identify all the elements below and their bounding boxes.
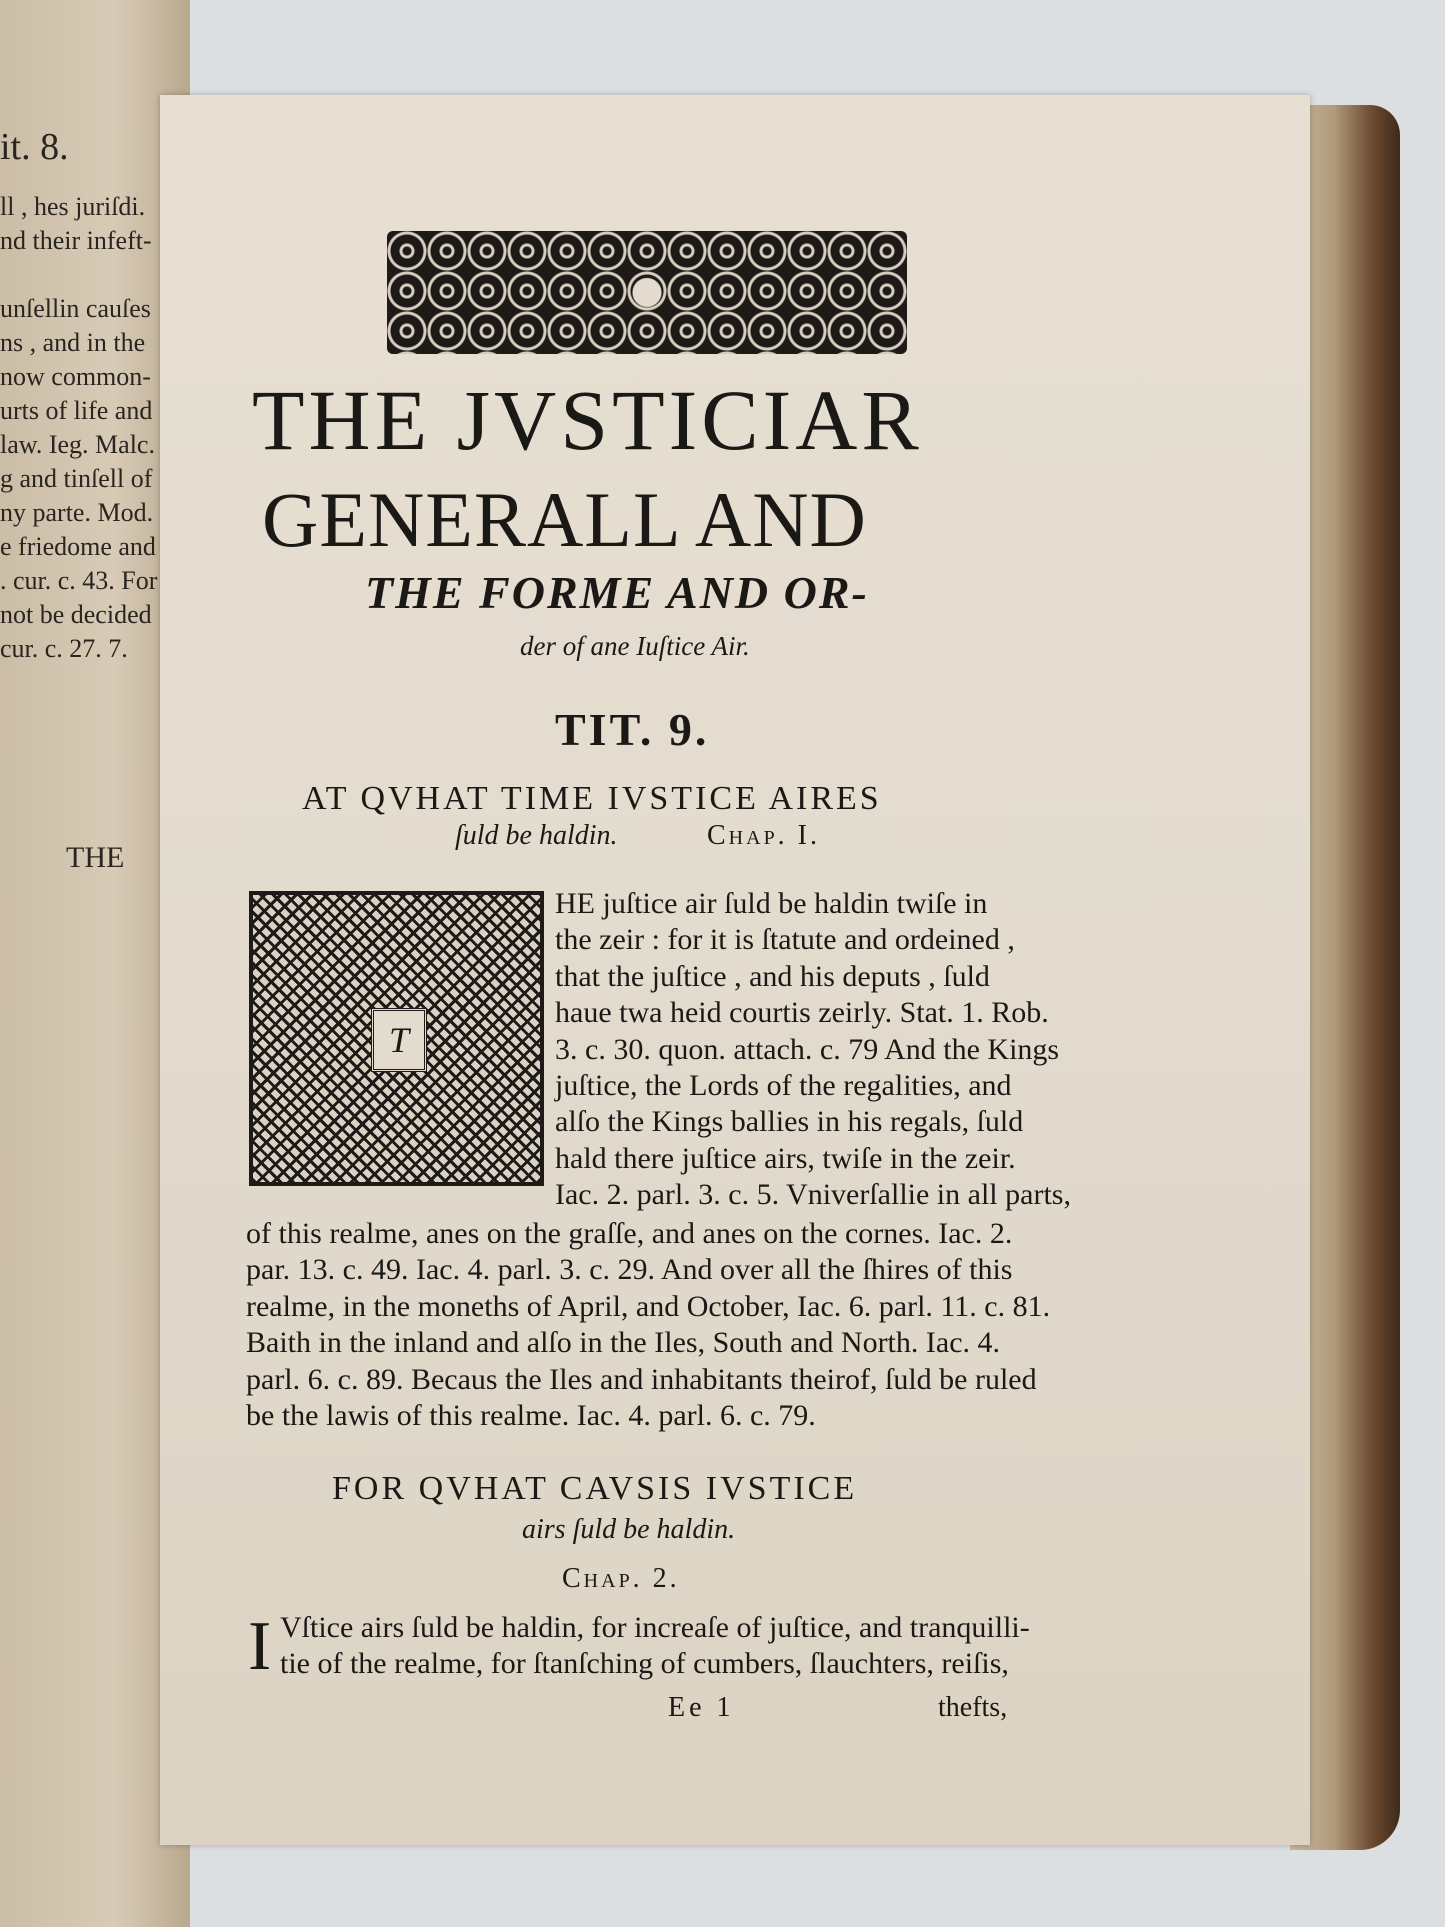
section-1-chapter: Chap. I. <box>707 820 821 851</box>
title-line-1: THE JVSTICIAR <box>252 372 923 468</box>
text-line: juſtice, the Lords of the regalities, and <box>555 1069 1012 1103</box>
section-2-initial: I <box>248 1608 272 1685</box>
text-line: Iac. 2. parl. 3. c. 5. Vniverſallie in all parts, <box>555 1178 1071 1212</box>
text-line <box>0 258 157 292</box>
text-line: tie of the realme, for ſtanſching of cumbers, ſlauchters, reiſis, <box>280 1647 1009 1681</box>
text-line: of this realme, anes on the graſſe, and anes on the cornes. Iac. 2. <box>246 1217 1013 1250</box>
text-line: urts of life and <box>0 396 153 425</box>
left-catchword: THE <box>66 841 125 874</box>
text-line: ns , and in the <box>0 328 146 357</box>
text-line: g and tinſell of <box>0 464 153 493</box>
text-line: ll , hes juriſdi. <box>0 192 146 221</box>
section-1-text-beside-dropcap <box>555 886 1071 1214</box>
text-line: that the juſtice , and his deputs , ſuld <box>555 959 990 993</box>
text-line: par. 13. c. 49. Iac. 4. parl. 3. c. 29. And over all the ſhires of this <box>246 1253 1013 1287</box>
text-line: . cur. c. 43. For <box>0 566 158 595</box>
signature-mark: Ee 1 <box>668 1692 735 1723</box>
section-2-text <box>280 1610 1030 1683</box>
text-line: Vſtice airs ſuld be haldin, for increaſe of juſtice, and tranquilli- <box>280 1611 1030 1644</box>
text-line: be the lawis of this realme. Iac. 4. parl. 6. c. 79. <box>246 1399 816 1433</box>
drop-cap-letter: T <box>371 1008 427 1072</box>
section-2-heading: FOR QVHAT CAVSIS IVSTICE <box>332 1470 858 1507</box>
left-running-head: it. 8. <box>0 126 69 168</box>
text-line: e friedome and <box>0 532 156 561</box>
section-2-subheading: airs ſuld be haldin. <box>522 1514 736 1545</box>
text-line: parl. 6. c. 89. Becaus the Iles and inhabitants theirof, ſuld be ruled <box>246 1362 1037 1396</box>
text-line: now common- <box>0 362 151 391</box>
title-line-2: GENERALL AND <box>262 476 867 563</box>
text-line: unſellin cauſes <box>0 294 151 323</box>
text-line: cur. c. 27. 7. <box>0 634 128 663</box>
text-line: hald there juſtice airs, twiſe in the zeir. <box>555 1141 1016 1175</box>
text-line: HE juſtice air ſuld be haldin twiſe in <box>555 887 988 920</box>
text-line: haue twa heid courtis zeirly. Stat. 1. Rob. <box>555 996 1049 1030</box>
section-1-text <box>246 1216 1050 1434</box>
text-line: realme, in the moneths of April, and October, Iac. 6. parl. 11. c. 81. <box>246 1289 1051 1323</box>
section-1-subheading: ſuld be haldin. <box>455 820 618 851</box>
text-line: not be decided <box>0 600 152 629</box>
text-line: ny parte. Mod. <box>0 498 154 527</box>
text-line: nd their infeft- <box>0 226 152 255</box>
text-line: 3. c. 30. quon. attach. c. 79 And the Kings <box>555 1032 1060 1066</box>
text-line: law. Ieg. Malc. <box>0 430 155 459</box>
text-line: Baith in the inland and alſo in the Iles, South and North. Iac. 4. <box>246 1326 1001 1360</box>
headpiece-ornament <box>387 231 907 354</box>
section-1-heading: AT QVHAT TIME IVSTICE AIRES <box>302 780 882 817</box>
catchword: thefts, <box>938 1692 1008 1723</box>
text-line: alſo the Kings ballies in his regals, ſuld <box>555 1105 1024 1139</box>
title-line-3: THE FORME AND OR- <box>365 567 869 618</box>
text-line: the zeir : for it is ſtatute and ordeined , <box>555 923 1015 957</box>
section-2-chapter: Chap. 2. <box>562 1563 680 1594</box>
drop-cap-ornament <box>249 891 544 1186</box>
title-line-4: der of ane Iuſtice Air. <box>520 631 750 661</box>
title-number: TIT. 9. <box>555 704 710 755</box>
left-page-text <box>0 190 157 666</box>
